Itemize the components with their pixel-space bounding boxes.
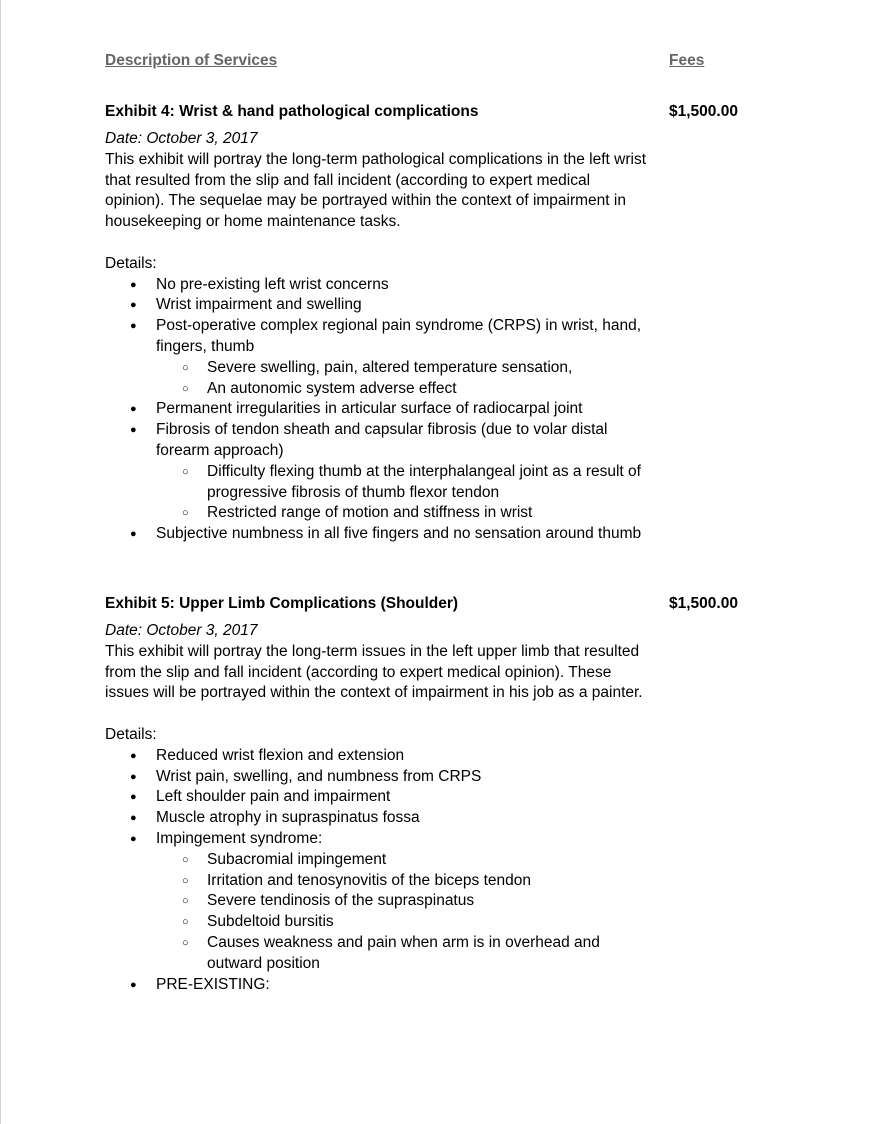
page-edge bbox=[0, 0, 1, 1124]
sub-list-item: ○ Severe tendinosis of the supraspinatus bbox=[156, 891, 650, 912]
details-label: Details: bbox=[105, 725, 157, 743]
sub-list-item: ○ Subacromial impingement bbox=[156, 850, 650, 871]
list-item: ● Post-operative complex regional pain syndrome (CRPS) in wrist, hand, fingers, thumb ○ Severe swelling, pain, altered temperature sensation, ○ An autonomic system adverse effect bbox=[105, 316, 650, 399]
list-item: ● Fibrosis of tendon sheath and capsular fibrosis (due to volar distal forearm approach) ○ Difficulty flexing thumb at the interphalangeal joint as a result of progressive fibrosis of thumb flexor tendon ○ Restricted range of motion and stiffness in wrist bbox=[105, 420, 650, 524]
fees-header: Fees bbox=[669, 52, 705, 69]
sub-list bbox=[156, 358, 650, 400]
sub-list-item: ○ Causes weakness and pain when arm is in overhead and outward position bbox=[156, 933, 650, 975]
list-item: ● Subjective numbness in all five fingers and no sensation around thumb bbox=[105, 524, 650, 545]
list-item: ● Wrist pain, swelling, and numbness from CRPS bbox=[105, 767, 650, 788]
list-item: ● Impingement syndrome: ○ Subacromial impingement ○ Irritation and tenosynovitis of the biceps tendon ○ Severe tendinosis of the supraspinatus ○ Subdeltoid bursitis ○ Causes weakness and pain when arm is in overhead and outward position bbox=[105, 829, 650, 975]
sub-list-item: ○ An autonomic system adverse effect bbox=[156, 379, 650, 400]
exhibit-paragraph: This exhibit will portray the long-term pathological complications in the left wrist that resulted from the slip and fall incident (according to expert medical opinion). The sequelae may be portrayed within the context of impairment in housekeeping or home maintenance tasks. bbox=[105, 150, 647, 231]
sub-list-item: ○ Severe swelling, pain, altered temperature sensation, bbox=[156, 358, 650, 379]
sub-list-item: ○ Irritation and tenosynovitis of the biceps tendon bbox=[156, 871, 650, 892]
list-item: ● Muscle atrophy in supraspinatus fossa bbox=[105, 808, 650, 829]
exhibit-fee: $1,500.00 bbox=[669, 103, 738, 120]
exhibit-title: Exhibit 4: Wrist & hand pathological complications bbox=[105, 103, 479, 120]
sub-list-item: ○ Restricted range of motion and stiffness in wrist bbox=[156, 503, 650, 524]
sub-list bbox=[156, 850, 650, 975]
list-item: ● Left shoulder pain and impairment bbox=[105, 787, 650, 808]
description-header: Description of Services bbox=[105, 52, 278, 69]
details-list bbox=[105, 746, 650, 996]
list-item: ● Wrist impairment and swelling bbox=[105, 295, 650, 316]
exhibit-title: Exhibit 5: Upper Limb Complications (Shoulder) bbox=[105, 595, 459, 612]
list-item: ● Permanent irregularities in articular surface of radiocarpal joint bbox=[105, 399, 650, 420]
exhibit-body bbox=[105, 621, 650, 995]
details-list bbox=[105, 275, 650, 545]
list-item: ● No pre-existing left wrist concerns bbox=[105, 275, 650, 296]
exhibit-date: Date: October 3, 2017 bbox=[105, 130, 258, 147]
list-item: ● PRE-EXISTING: bbox=[105, 975, 650, 996]
exhibit-fee: $1,500.00 bbox=[669, 595, 738, 612]
list-item: ● Reduced wrist flexion and extension bbox=[105, 746, 650, 767]
sub-list-item: ○ Subdeltoid bursitis bbox=[156, 912, 650, 933]
exhibit-paragraph: This exhibit will portray the long-term issues in the left upper limb that resulted from the slip and fall incident (according to expert medical opinion). These issues will be portrayed within the context of impairment in his job as a painter. bbox=[105, 642, 643, 702]
exhibit-date: Date: October 3, 2017 bbox=[105, 622, 258, 639]
sub-list-item: ○ Difficulty flexing thumb at the interphalangeal joint as a result of progressive fibrosis of thumb flexor tendon bbox=[156, 462, 650, 504]
details-label: Details: bbox=[105, 254, 157, 272]
exhibit-body bbox=[105, 129, 650, 545]
sub-list bbox=[156, 462, 650, 524]
